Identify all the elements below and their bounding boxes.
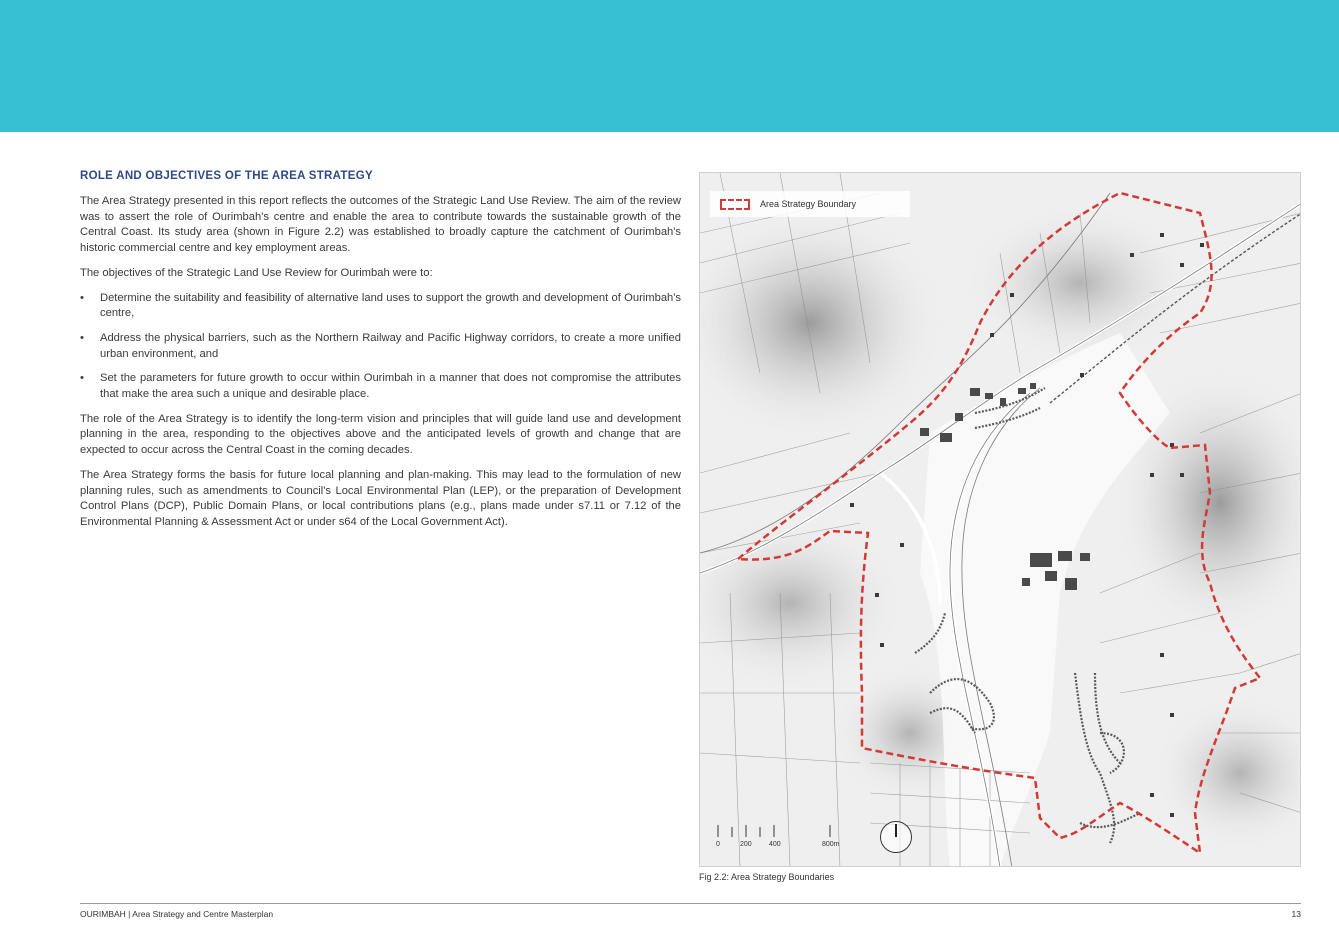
objectives-lead-paragraph: The objectives of the Strategic Land Use Review for Ourimbah were to: <box>80 266 433 279</box>
map-graphic <box>700 173 1301 867</box>
role-paragraph: The role of the Area Strategy is to identify the long-term vision and principles that will guide land use and development planning in the area, responding to the objectives above and the anticipated levels of growth and change that are expected to occur across the Central Coast in the coming decades. <box>80 412 681 457</box>
footer-divider <box>80 903 1301 904</box>
scale-bar <box>714 823 854 853</box>
bullet-marker: • <box>80 291 84 304</box>
basis-paragraph: The Area Strategy forms the basis for future local planning and plan-making. This may lead to the formulation of new planning rules, such as amendments to Council's Local Environmental Plan (LEP), or the preparation of Development Control Plans (DCP), Public Domain Plans, or local contributions plans (e.g., plans made under s7.11 or 7.12 of the Environmental Planning & Assessment Act or under s64 of the Local Government Act). <box>80 468 681 528</box>
figure-caption: Fig 2.2: Area Strategy Boundaries <box>699 872 835 882</box>
scale-label-800m: 800m <box>822 841 840 848</box>
list-item: • Determine the suitability and feasibility of alternative land uses to support the growth and development of Ourimbah's centre, <box>80 291 681 320</box>
page-number: 13 <box>1291 909 1301 919</box>
map-legend <box>710 191 910 217</box>
list-item: • Address the physical barriers, such as the Northern Railway and Pacific Highway corridors, to create a more unified urban environment, and <box>80 331 681 360</box>
header-band <box>0 0 1339 132</box>
north-arrow-icon <box>880 821 912 853</box>
scale-label-200: 200 <box>740 841 752 848</box>
section-heading: ROLE AND OBJECTIVES OF THE AREA STRATEGY <box>80 170 373 182</box>
area-strategy-map <box>699 172 1301 867</box>
text-column <box>80 170 681 540</box>
intro-paragraph: The Area Strategy presented in this report reflects the outcomes of the Strategic Land Use Review. The aim of the review was to assert the role of Ourimbah's centre and enable the area to contribute towards the sustainable growth of the Central Coast. Its study area (shown in Figure 2.2) was established to broadly capture the catchment of Ourimbah's historic commercial centre and key employment areas. <box>80 195 681 255</box>
legend-label: Area Strategy Boundary <box>760 199 857 209</box>
objectives-list <box>80 291 681 403</box>
boundary-swatch <box>720 199 750 210</box>
scale-label-400: 400 <box>769 841 781 848</box>
scale-label-0: 0 <box>716 841 720 848</box>
footer-title: OURIMBAH | Area Strategy and Centre Masterplan <box>80 909 274 919</box>
scale-ticks <box>714 823 854 839</box>
bullet-marker: • <box>80 372 84 385</box>
bullet-marker: • <box>80 331 84 344</box>
list-item: • Set the parameters for future growth to occur within Ourimbah in a manner that does not compromise the attributes that make the area such a unique and desirable place. <box>80 372 681 401</box>
